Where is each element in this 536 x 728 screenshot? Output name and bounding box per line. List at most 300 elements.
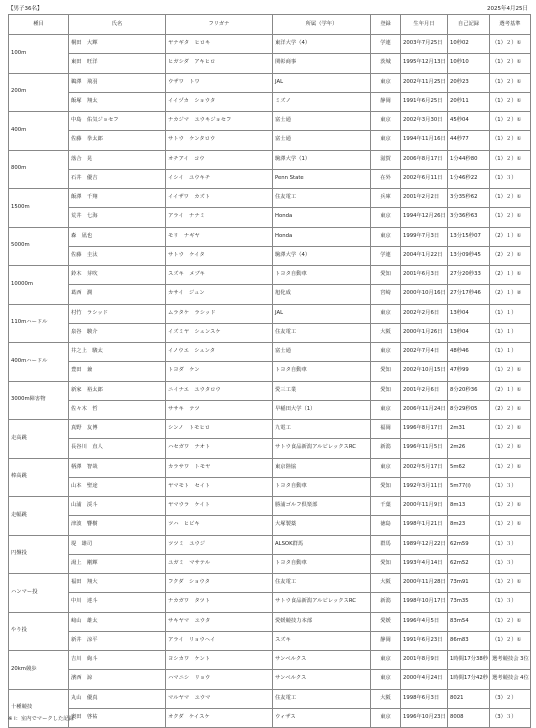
col-criteria: 選考基準 — [490, 15, 531, 35]
athlete-record: 13秒04 — [448, 304, 490, 323]
event-name: 10000m — [9, 266, 69, 305]
athlete-name: 落合 晃 — [69, 150, 166, 169]
athlete-birthdate: 1989年12月22日 — [401, 535, 448, 554]
athlete-name: 奥田 啓祐 — [69, 708, 166, 727]
athlete-record: 1時間17分38秒 — [448, 651, 490, 670]
athlete-record: 45秒04 — [448, 112, 490, 131]
athlete-kana: アライ リョウヘイ — [166, 631, 273, 650]
athlete-kana: イノウエ シュンタ — [166, 343, 273, 362]
athlete-kana: サトウ ケイタ — [166, 246, 273, 265]
athlete-affiliation: 富士通 — [273, 131, 371, 150]
athlete-criteria: （1）１） — [490, 343, 531, 362]
athlete-birthdate: 2002年5月17日 — [401, 458, 448, 477]
athlete-record: 13秒04 — [448, 323, 490, 342]
athlete-kana: マルヤマ ユウマ — [166, 689, 273, 708]
athlete-record: 1分46秒22 — [448, 169, 490, 188]
event-name: 400mハードル — [9, 343, 69, 382]
athlete-registration: 東京 — [371, 304, 401, 323]
athlete-criteria: （1）２）① — [490, 362, 531, 381]
roster-table — [8, 14, 531, 728]
athlete-kana: トヨダ ケン — [166, 362, 273, 381]
athlete-birthdate: 1996年11月5日 — [401, 439, 448, 458]
event-name: 走高跳 — [9, 420, 69, 459]
athlete-registration: 学連 — [371, 35, 401, 54]
athlete-birthdate: 2002年10月15日 — [401, 362, 448, 381]
athlete-criteria: 選考競技会 3位 — [490, 651, 531, 670]
event-name: 1500m — [9, 189, 69, 228]
table-row — [9, 112, 531, 131]
athlete-registration: 在外 — [371, 169, 401, 188]
athlete-birthdate: 2001年8月9日 — [401, 651, 448, 670]
athlete-birthdate: 2000年1月26日 — [401, 323, 448, 342]
athlete-name: 村竹 ラシッド — [69, 304, 166, 323]
athlete-registration: 新潟 — [371, 593, 401, 612]
athlete-record: 8分20秒36 — [448, 381, 490, 400]
athlete-kana: ヒガシダ アキヒロ — [166, 54, 273, 73]
athlete-birthdate: 1992年3月11日 — [401, 477, 448, 496]
athlete-affiliation: 旭化成 — [273, 285, 371, 304]
athlete-registration: 愛知 — [371, 362, 401, 381]
table-row — [9, 554, 531, 573]
athlete-affiliation: JAL — [273, 73, 371, 92]
athlete-registration: 東京 — [371, 458, 401, 477]
athlete-name: 豊田 兼 — [69, 362, 166, 381]
athlete-registration: 東京 — [371, 227, 401, 246]
athlete-name: 葛西 潤 — [69, 285, 166, 304]
athlete-birthdate: 1994年11月16日 — [401, 131, 448, 150]
table-row — [9, 189, 531, 208]
athlete-record: 10秒02 — [448, 35, 490, 54]
table-row — [9, 208, 531, 227]
athlete-birthdate: 1998年10月17日 — [401, 593, 448, 612]
athlete-record: 8008 — [448, 708, 490, 727]
athlete-name: 泉谷 駿介 — [69, 323, 166, 342]
athlete-name: 桐田 大輝 — [69, 35, 166, 54]
athlete-birthdate: 2000年10月16日 — [401, 285, 448, 304]
athlete-registration: 大阪 — [371, 689, 401, 708]
athlete-affiliation: トヨタ自動車 — [273, 362, 371, 381]
table-row — [9, 35, 531, 54]
athlete-registration: 東京 — [371, 708, 401, 727]
athlete-registration: 愛知 — [371, 381, 401, 400]
athlete-name: 真野 友博 — [69, 420, 166, 439]
athlete-birthdate: 2000年11月28日 — [401, 574, 448, 593]
athlete-criteria: 選考競技会 4位 — [490, 670, 531, 689]
table-row — [9, 304, 531, 323]
athlete-criteria: （2）２）① — [490, 246, 531, 265]
athlete-kana: カサイ ジュン — [166, 285, 273, 304]
athlete-affiliation: JAL — [273, 304, 371, 323]
table-row — [9, 593, 531, 612]
athlete-registration: 茨城 — [371, 54, 401, 73]
athlete-kana: モリ ナギヤ — [166, 227, 273, 246]
athlete-affiliation: 大塚製薬 — [273, 516, 371, 535]
table-row — [9, 497, 531, 516]
athlete-kana: アライ ナナミ — [166, 208, 273, 227]
athlete-record: 62m59 — [448, 535, 490, 554]
athlete-registration: 東京 — [371, 208, 401, 227]
athlete-kana: イシイ ユウキチ — [166, 169, 273, 188]
athlete-affiliation: Honda — [273, 208, 371, 227]
athlete-record: 20秒11 — [448, 92, 490, 111]
athlete-criteria: （1）２）① — [490, 150, 531, 169]
athlete-name: 山本 聖途 — [69, 477, 166, 496]
athlete-affiliation: 愛三工業 — [273, 381, 371, 400]
table-row — [9, 400, 531, 419]
athlete-criteria: （1）２）① — [490, 131, 531, 150]
athlete-kana: ヤマウラ ケイト — [166, 497, 273, 516]
athlete-record: 10秒10 — [448, 54, 490, 73]
athlete-kana: ナカガワ タツト — [166, 593, 273, 612]
athlete-registration: 東京 — [371, 670, 401, 689]
athlete-kana: シンノ トモヒロ — [166, 420, 273, 439]
athlete-affiliation: トヨタ自動車 — [273, 266, 371, 285]
athlete-affiliation: 早稲田大学（1） — [273, 400, 371, 419]
athlete-name: 中島 佑気ジョセフ — [69, 112, 166, 131]
athlete-affiliation: 東洋大学（4） — [273, 35, 371, 54]
athlete-kana: オクダ ケイスケ — [166, 708, 273, 727]
athlete-registration: 東京 — [371, 131, 401, 150]
athlete-criteria: （1）２）① — [490, 35, 531, 54]
athlete-kana: イイヅカ ショウタ — [166, 92, 273, 111]
athlete-record: 2m26 — [448, 439, 490, 458]
col-name: 氏名 — [69, 15, 166, 35]
footnote: ※ i：室内でマークした記録 — [8, 716, 74, 722]
athlete-kana: ハセガワ ナオト — [166, 439, 273, 458]
athlete-criteria: （1）２）① — [490, 420, 531, 439]
athlete-name: 荒井 七海 — [69, 208, 166, 227]
table-row — [9, 266, 531, 285]
athlete-criteria: （1）３） — [490, 554, 531, 573]
event-name: 走幅跳 — [9, 497, 69, 536]
athlete-criteria: （1）２）① — [490, 208, 531, 227]
table-row — [9, 169, 531, 188]
athlete-kana: イイザワ カズト — [166, 189, 273, 208]
athlete-criteria: （1）３） — [490, 593, 531, 612]
athlete-record: 13分09秒45 — [448, 246, 490, 265]
athlete-kana: ニイナエ ユウタロウ — [166, 381, 273, 400]
table-row — [9, 131, 531, 150]
athlete-criteria: （2）２）① — [490, 400, 531, 419]
athlete-birthdate: 1996年8月17日 — [401, 420, 448, 439]
athlete-affiliation: 富士通 — [273, 112, 371, 131]
table-row — [9, 420, 531, 439]
athlete-criteria: （1）２）① — [490, 612, 531, 631]
table-row — [9, 631, 531, 650]
athlete-registration: 大阪 — [371, 574, 401, 593]
athlete-affiliation: 住友電工 — [273, 574, 371, 593]
athlete-record: 44秒77 — [448, 131, 490, 150]
athlete-registration: 愛媛 — [371, 612, 401, 631]
athlete-name: 石井 優吉 — [69, 169, 166, 188]
event-name: 3000m障害物 — [9, 381, 69, 420]
athlete-birthdate: 2002年2月6日 — [401, 304, 448, 323]
table-row — [9, 323, 531, 342]
athlete-name: 佐藤 拳太郎 — [69, 131, 166, 150]
event-name: 100m — [9, 35, 69, 74]
athlete-birthdate: 2001年6月3日 — [401, 266, 448, 285]
athlete-birthdate: 2002年11月25日 — [401, 73, 448, 92]
col-kana: フリガナ — [166, 15, 273, 35]
athlete-name: 東田 旺洋 — [69, 54, 166, 73]
event-name: ハンマー投 — [9, 574, 69, 613]
table-row — [9, 150, 531, 169]
athlete-criteria: （1）２）① — [490, 189, 531, 208]
athlete-record: 3分36秒63 — [448, 208, 490, 227]
athlete-birthdate: 2000年11月9日 — [401, 497, 448, 516]
athlete-name: 堤 雄司 — [69, 535, 166, 554]
athlete-record: 20秒23 — [448, 73, 490, 92]
athlete-criteria: （1）２）① — [490, 458, 531, 477]
table-row — [9, 343, 531, 362]
athlete-registration: 東京 — [371, 112, 401, 131]
table-row — [9, 92, 531, 111]
athlete-name: 飯塚 翔太 — [69, 92, 166, 111]
table-row — [9, 458, 531, 477]
athlete-registration: 東京 — [371, 400, 401, 419]
athlete-record: 27分20秒33 — [448, 266, 490, 285]
athlete-record: 5m62 — [448, 458, 490, 477]
athlete-registration: 東京 — [371, 343, 401, 362]
athlete-registration: 大阪 — [371, 323, 401, 342]
athlete-criteria: （1）２）① — [490, 516, 531, 535]
athlete-affiliation: 勝浦ゴルフ倶楽部 — [273, 497, 371, 516]
athlete-affiliation: Honda — [273, 227, 371, 246]
table-row — [9, 381, 531, 400]
athlete-affiliation: 住友電工 — [273, 689, 371, 708]
athlete-criteria: （1）１） — [490, 323, 531, 342]
athlete-name: 佐藤 圭汰 — [69, 246, 166, 265]
table-row — [9, 516, 531, 535]
athlete-name: 湯上 剛輝 — [69, 554, 166, 573]
athlete-criteria: （2）１）② — [490, 285, 531, 304]
table-row — [9, 535, 531, 554]
athlete-name: 吉川 絢斗 — [69, 651, 166, 670]
col-record: 自己記録 — [448, 15, 490, 35]
athlete-name: 丸山 優真 — [69, 689, 166, 708]
event-name: やり投 — [9, 612, 69, 651]
athlete-birthdate: 2001年2月6日 — [401, 381, 448, 400]
athlete-record: 8021 — [448, 689, 490, 708]
athlete-affiliation: サンベルクス — [273, 651, 371, 670]
athlete-record: 27分17秒46 — [448, 285, 490, 304]
athlete-kana: ムラタケ ラシッド — [166, 304, 273, 323]
athlete-birthdate: 1999年7月3日 — [401, 227, 448, 246]
athlete-kana: ヤナギタ ヒロキ — [166, 35, 273, 54]
athlete-record: 73m91 — [448, 574, 490, 593]
athlete-registration: 千葉 — [371, 497, 401, 516]
athlete-affiliation: スズキ — [273, 631, 371, 650]
athlete-record: 2m31 — [448, 420, 490, 439]
athlete-kana: オチアイ コウ — [166, 150, 273, 169]
athlete-name: 森 凪也 — [69, 227, 166, 246]
athlete-record: 8m13 — [448, 497, 490, 516]
athlete-name: 濱西 諒 — [69, 670, 166, 689]
athlete-criteria: （2）１）① — [490, 227, 531, 246]
table-row — [9, 670, 531, 689]
athlete-name: 中川 達斗 — [69, 593, 166, 612]
athlete-record: 8分29秒05 — [448, 400, 490, 419]
athlete-registration: 静岡 — [371, 631, 401, 650]
athlete-kana: サトウ ケンタロウ — [166, 131, 273, 150]
athlete-affiliation: サンベルクス — [273, 670, 371, 689]
athlete-name: 新井 涼平 — [69, 631, 166, 650]
athlete-affiliation: ウィザス — [273, 708, 371, 727]
event-name: 200m — [9, 73, 69, 112]
event-name: 400m — [9, 112, 69, 151]
athlete-affiliation: 愛媛競技力本部 — [273, 612, 371, 631]
event-name: 十種競技 — [9, 689, 69, 728]
athlete-name: 井之上 駿太 — [69, 343, 166, 362]
col-birthdate: 生年月日 — [401, 15, 448, 35]
athlete-registration: 福岡 — [371, 420, 401, 439]
table-row — [9, 574, 531, 593]
athlete-registration: 宮崎 — [371, 285, 401, 304]
athlete-criteria: （3）２） — [490, 689, 531, 708]
athlete-kana: ツハ ヒビキ — [166, 516, 273, 535]
athlete-criteria: （1）３） — [490, 477, 531, 496]
table-row — [9, 246, 531, 265]
athlete-birthdate: 2002年7月4日 — [401, 343, 448, 362]
table-row — [9, 362, 531, 381]
athlete-birthdate: 1993年4月14日 — [401, 554, 448, 573]
athlete-birthdate: 2002年6月11日 — [401, 169, 448, 188]
athlete-affiliation: 駒澤大学（4） — [273, 246, 371, 265]
athlete-birthdate: 2000年4月24日 — [401, 670, 448, 689]
athlete-registration: 愛知 — [371, 554, 401, 573]
athlete-record: 3分35秒62 — [448, 189, 490, 208]
athlete-record: 47秒99 — [448, 362, 490, 381]
athlete-affiliation: サトウ食品新潟アルビレックスRC — [273, 593, 371, 612]
athlete-criteria: （1）３） — [490, 169, 531, 188]
athlete-birthdate: 2002年3月30日 — [401, 112, 448, 131]
table-row — [9, 227, 531, 246]
athlete-birthdate: 2006年11月24日 — [401, 400, 448, 419]
athlete-birthdate: 2006年8月17日 — [401, 150, 448, 169]
event-name: 110mハードル — [9, 304, 69, 343]
athlete-criteria: （1）２）① — [490, 92, 531, 111]
athlete-record: 8m23 — [448, 516, 490, 535]
athlete-kana: ヨシカワ ケント — [166, 651, 273, 670]
roster-body — [9, 35, 531, 728]
table-row — [9, 612, 531, 631]
athlete-name: 新家 裕太郎 — [69, 381, 166, 400]
athlete-criteria: （1）３） — [490, 535, 531, 554]
athlete-name: 鵜澤 飛羽 — [69, 73, 166, 92]
athlete-registration: 東京 — [371, 73, 401, 92]
athlete-birthdate: 1994年12月26日 — [401, 208, 448, 227]
athlete-name: 﨑山 雄太 — [69, 612, 166, 631]
table-row — [9, 651, 531, 670]
roster-date: 2025年4月25日 — [487, 6, 528, 12]
athlete-name: 長谷川 直人 — [69, 439, 166, 458]
col-event: 種目 — [9, 15, 69, 35]
athlete-registration: 新潟 — [371, 439, 401, 458]
athlete-affiliation: 東京陸協 — [273, 458, 371, 477]
athlete-kana: カラサワ トモヤ — [166, 458, 273, 477]
athlete-name: 佐々木 哲 — [69, 400, 166, 419]
athlete-registration: 愛知 — [371, 266, 401, 285]
athlete-birthdate: 2004年1月22日 — [401, 246, 448, 265]
athlete-kana: ウザワ トワ — [166, 73, 273, 92]
roster-title: 【男子36名】 — [8, 6, 43, 12]
athlete-registration: 東京 — [371, 651, 401, 670]
athlete-kana: ササキ テツ — [166, 400, 273, 419]
athlete-criteria: （1）２）① — [490, 439, 531, 458]
athlete-name: 福田 翔大 — [69, 574, 166, 593]
athlete-record: 86m83 — [448, 631, 490, 650]
athlete-record: 1時間17分42秒 — [448, 670, 490, 689]
athlete-criteria: （1）２）① — [490, 112, 531, 131]
athlete-registration: 兵庫 — [371, 189, 401, 208]
athlete-criteria: （1）２）① — [490, 631, 531, 650]
athlete-birthdate: 1998年6月3日 — [401, 689, 448, 708]
athlete-affiliation: サトウ食品新潟アルビレックスRC — [273, 439, 371, 458]
athlete-affiliation: Penn State — [273, 169, 371, 188]
table-row — [9, 73, 531, 92]
athlete-affiliation: 住友電工 — [273, 323, 371, 342]
athlete-birthdate: 2001年2月2日 — [401, 189, 448, 208]
athlete-name: 飯澤 千翔 — [69, 189, 166, 208]
athlete-registration: 静岡 — [371, 92, 401, 111]
athlete-name: 鈴木 芽吹 — [69, 266, 166, 285]
athlete-affiliation: ミズノ — [273, 92, 371, 111]
athlete-kana: ハマニシ リョウ — [166, 670, 273, 689]
event-name: 棒高跳 — [9, 458, 69, 497]
athlete-birthdate: 1998年1月21日 — [401, 516, 448, 535]
athlete-criteria: （2）１）① — [490, 266, 531, 285]
table-row — [9, 439, 531, 458]
athlete-affiliation: 住友電工 — [273, 189, 371, 208]
athlete-kana: ツツミ ユウジ — [166, 535, 273, 554]
athlete-record: 13分15秒07 — [448, 227, 490, 246]
athlete-affiliation: トヨタ自動車 — [273, 477, 371, 496]
athlete-kana: ヤマモト セイト — [166, 477, 273, 496]
athlete-criteria: （2）１）① — [490, 381, 531, 400]
athlete-kana: ナカジマ ユウキジョセフ — [166, 112, 273, 131]
athlete-criteria: （3）３） — [490, 708, 531, 727]
athlete-birthdate: 2003年7月25日 — [401, 35, 448, 54]
athlete-affiliation: 駒澤大学（1） — [273, 150, 371, 169]
athlete-criteria: （1）２）① — [490, 497, 531, 516]
athlete-criteria: （1）１） — [490, 304, 531, 323]
athlete-kana: イズミヤ シュンスケ — [166, 323, 273, 342]
athlete-criteria: （1）２）① — [490, 73, 531, 92]
athlete-registration: 学連 — [371, 246, 401, 265]
athlete-name: 山浦 渓斗 — [69, 497, 166, 516]
table-row — [9, 477, 531, 496]
athlete-name: 柄澤 智哉 — [69, 458, 166, 477]
athlete-birthdate: 1996年10月23日 — [401, 708, 448, 727]
athlete-birthdate: 1995年12月13日 — [401, 54, 448, 73]
event-name: 5000m — [9, 227, 69, 266]
athlete-record: 62m52 — [448, 554, 490, 573]
athlete-registration: 滋賀 — [371, 150, 401, 169]
athlete-birthdate: 1991年6月23日 — [401, 631, 448, 650]
athlete-criteria: （1）２）① — [490, 54, 531, 73]
col-affiliation: 所属（学年） — [273, 15, 371, 35]
athlete-affiliation: 富士通 — [273, 343, 371, 362]
athlete-affiliation: トヨタ自動車 — [273, 554, 371, 573]
athlete-birthdate: 1991年6月25日 — [401, 92, 448, 111]
table-row — [9, 689, 531, 708]
athlete-record: 73m35 — [448, 593, 490, 612]
athlete-affiliation: 関彰商事 — [273, 54, 371, 73]
athlete-name: 津波 響樹 — [69, 516, 166, 535]
athlete-record: 48秒46 — [448, 343, 490, 362]
athlete-registration: 徳島 — [371, 516, 401, 535]
athlete-record: 1分44秒80 — [448, 150, 490, 169]
